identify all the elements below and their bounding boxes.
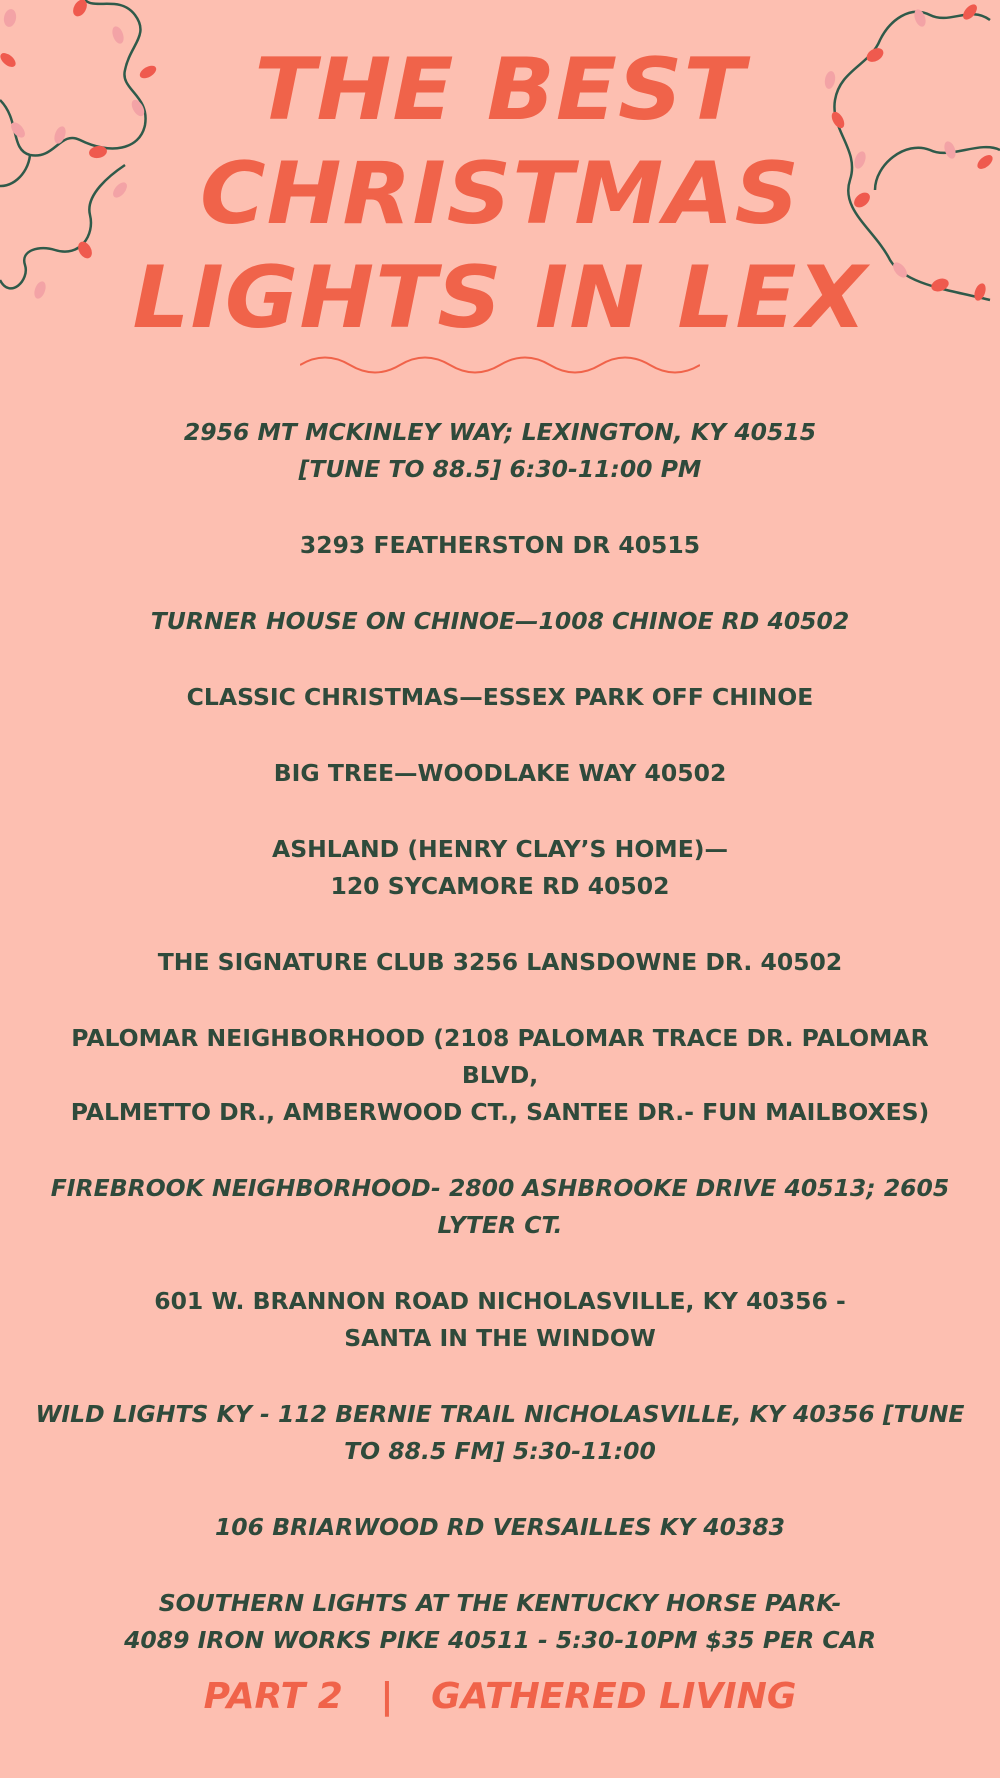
- entry-line: SANTA IN THE WINDOW: [344, 1324, 656, 1352]
- entry-line: 2956 MT MCKINLEY WAY; LEXINGTON, KY 40515: [183, 418, 817, 446]
- entry-line: FIREBROOK NEIGHBORHOOD- 2800 ASHBROOKE DRIVE 40513; 2605: [50, 1174, 950, 1202]
- list-item: [30, 944, 970, 981]
- entry-line: BIG TREE—WOODLAKE WAY 40502: [273, 759, 727, 787]
- list-item: [30, 527, 970, 564]
- entry-line: ASHLAND (HENRY CLAY’S HOME)—: [272, 835, 728, 863]
- list-item: [30, 1170, 970, 1244]
- footer-credit: PART 2 | GATHERED LIVING: [203, 1676, 797, 1717]
- entry-line: PALMETTO DR., AMBERWOOD CT., SANTEE DR.- FUN MAILBOXES): [70, 1098, 930, 1126]
- entry-line: CLASSIC CHRISTMAS—ESSEX PARK OFF CHINOE: [186, 683, 814, 711]
- entry-line: LYTER CT.: [437, 1211, 563, 1239]
- list-item: [30, 603, 970, 640]
- list-item: [30, 831, 970, 905]
- entry-line: 120 SYCAMORE RD 40502: [330, 872, 670, 900]
- list-item: [30, 1283, 970, 1357]
- title-line-1: THE BEST: [254, 40, 746, 140]
- list-item: [30, 1020, 970, 1131]
- page-title: [0, 38, 1000, 350]
- entry-line: 106 BRIARWOOD RD VERSAILLES KY 40383: [214, 1513, 786, 1541]
- wavy-divider-icon: [300, 350, 700, 380]
- list-item: [30, 1585, 970, 1659]
- entry-line: PALOMAR NEIGHBORHOOD (2108 PALOMAR TRACE DR. PALOMAR BLVD,: [71, 1024, 929, 1089]
- title-line-3: LIGHTS IN LEX: [132, 248, 868, 348]
- entry-line: THE SIGNATURE CLUB 3256 LANSDOWNE DR. 40502: [157, 948, 843, 976]
- entry-line: 3293 FEATHERSTON DR 40515: [299, 531, 701, 559]
- list-item: [30, 1509, 970, 1546]
- entry-line: TO 88.5 FM] 5:30-11:00: [344, 1437, 656, 1465]
- entry-line: 4089 IRON WORKS PIKE 40511 - 5:30-10PM $35 PER CAR: [124, 1626, 876, 1654]
- list-item: [30, 755, 970, 792]
- entry-line: WILD LIGHTS KY - 112 BERNIE TRAIL NICHOLASVILLE, KY 40356 [TUNE: [35, 1400, 965, 1428]
- list-item: [30, 679, 970, 716]
- title-line-2: CHRISTMAS: [199, 144, 801, 244]
- list-item: [30, 1396, 970, 1470]
- list-item: [30, 414, 970, 488]
- entry-line: TURNER HOUSE ON CHINOE—1008 CHINOE RD 40502: [150, 607, 850, 635]
- entry-line: 601 W. BRANNON ROAD NICHOLASVILLE, KY 40356 -: [154, 1287, 846, 1315]
- entry-line: SOUTHERN LIGHTS AT THE KENTUCKY HORSE PARK-: [158, 1589, 842, 1617]
- entry-line: [TUNE TO 88.5] 6:30-11:00 PM: [298, 455, 702, 483]
- location-list: [30, 414, 970, 1698]
